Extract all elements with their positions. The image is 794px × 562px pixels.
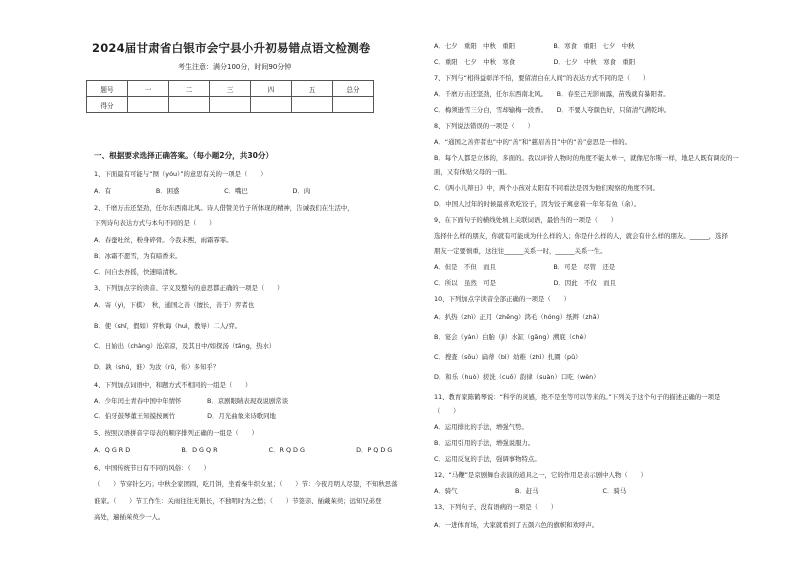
- answer-option: A．寄（yì，下棋） 秋，通国之善（擅长，善于）弈者也: [94, 301, 255, 309]
- answer-option: 面，又有体贴父母的一面。: [434, 168, 511, 176]
- question-text: 选择什么样的朋友，你就有可能成为什么样的人；你是什么样的人，就会有什么样的朋友。______，选择: [434, 232, 728, 240]
- answer-option: C．搜査（sōu）扁蒂（bì）幼稚（zhì）扎圈（pǔ）: [434, 353, 582, 361]
- question-text: 高处，遍插茱萸少一人。: [94, 513, 165, 521]
- question-text: 13、下列句子，没有语病的一项是（ ）: [434, 503, 558, 511]
- answer-options: C．梅须逊雪三分白，雪却输梅一段香。 D．不要人夸颜色好，只留清气满乾坤。: [434, 106, 671, 114]
- answer-option: D．孰（shú，谁）为汝（rǔ，你）多知乎？: [94, 363, 220, 371]
- score-table: [86, 80, 374, 113]
- answer-option: A．春蚕吐丝，粉身碎骨。今我未熙，雨霜霏霏。: [94, 236, 233, 244]
- score-input-cell[interactable]: [169, 97, 210, 113]
- score-cell: 一: [128, 81, 169, 97]
- score-cell: 四: [251, 81, 292, 97]
- answer-options: A．七夕 重阳 中秋 重阳 B．寒食 重阳 七夕 中秋: [434, 42, 635, 50]
- answer-options: A．有 B．困惑 C．嘴巴 D．肉: [94, 187, 311, 195]
- section-heading: 一、根据要求选择正确答案。（每小题2分，共30分）: [94, 151, 274, 160]
- answer-option: A．“通国之善弈者也”中的“善”和“慈眉善目”中的“善”意思是一样的。: [434, 138, 632, 146]
- question-text: （ ）: [434, 407, 460, 415]
- answer-option: A．运用排比的手法，增强气势。: [434, 423, 528, 431]
- score-table-score-row: [87, 97, 374, 113]
- score-input-cell[interactable]: [292, 97, 333, 113]
- score-input-cell[interactable]: [210, 97, 251, 113]
- answer-option: C．《两小儿辩日》中，两个小孩对太阳有不同看法是因为他们观察的角度不同。: [434, 184, 659, 192]
- answer-options: C．重阳 七夕 中秋 寒食 D．七夕 中秋 寒食 重阳: [434, 58, 636, 66]
- page-title: 2024届甘肃省白银市会宁县小升初易错点语文检测卷: [92, 41, 371, 55]
- question-text: 6、中国传统节日有不同的风俗：（ ）: [94, 464, 210, 472]
- answer-option: C．运用反复的手法，强调事物特点。: [434, 455, 541, 463]
- question-text: 3、下列加点字的读音、字义及整句的意思都正确的一项是（ ）: [94, 284, 284, 292]
- answer-options: A．Q G R D B．D G Q R C．R Q D G D．P Q D G: [94, 446, 393, 454]
- answer-option: A．扒热（zhì）正月（zhēng）鸿毛（hóng）纸辫（zhā）: [434, 313, 604, 321]
- answer-option: B．使（shǐ，假如）弈秋诲（huì，教导）二人/弈。: [94, 322, 241, 330]
- question-text: 10、下列加点字读音全部正确的一项是（ ）: [434, 295, 570, 303]
- score-cell: 得分: [87, 97, 128, 113]
- question-text: 谁家。（ ）节工作生：关雨往往无限长，不独明时为之愁；（ ）节签亲、插戴茱萸；远知兄弟登: [94, 497, 382, 505]
- question-text: 下列诗句表达方式与本句不同的是（ ）: [94, 219, 216, 227]
- exam-note: 考生注意：满分100分，时间90分钟: [178, 63, 292, 71]
- answer-options: C．伯牙鼓琴董王知摸按画竹 D．月光曲象来诗歌同地: [94, 412, 276, 420]
- question-text: 7、下列与“相得益彰洋不怕，要留清白在人间”的表达方式不同的是（ ）: [434, 74, 650, 82]
- answer-option: C．日始出（chàng）沧凉凉，及其日中/如探汤（tāng，热水）: [94, 342, 276, 350]
- score-input-cell[interactable]: [128, 97, 169, 113]
- score-cell: 三: [210, 81, 251, 97]
- answer-option: B．运用引用的手法，增强说服力。: [434, 439, 535, 447]
- question-text: 9、在下面句子的横线处填上关联词语，最恰当的一项是（ ）: [434, 216, 618, 224]
- question-text: 8、下列说法错误的一项是（ ）: [434, 122, 534, 130]
- answer-options: A．但是 不但 而且 B．可是 尽管 还是: [434, 263, 616, 271]
- answer-options: A．骑气 B．赶马 C．骑马: [434, 487, 627, 495]
- answer-option: C．问自去吾摇，快速暗清秋。: [94, 268, 182, 276]
- question-text: 4、下列加点词语中，和题方式不相同的一组是（ ）: [94, 381, 252, 389]
- score-cell: 二: [169, 81, 210, 97]
- question-text: 2、千磨万击还坚劲，任尔东西南北风。诗人借赞美竹子所体现的精神，告诫我们在生活中，: [94, 204, 354, 212]
- answer-option: D．和乐（huò）搓洗（cuō）韵律（suàn）口吃（wèn）: [434, 373, 600, 381]
- score-input-cell[interactable]: [333, 97, 374, 113]
- answer-option: D．中国人过年的时候最喜欢吃饺子，因为饺子寓意着一年年有鱼（余）。: [434, 200, 641, 208]
- question-text: （ ）节穿针乞巧；中秋全家团圆，吃月饼，坐看秦牛织女星；（ ）节：今夜月明人尽望，不知秋思落: [94, 480, 398, 488]
- answer-option: B．每个人都是立体的，多面的。我以评价人物时的角度不能太单一，就像尼尔斯一样，地是人既有调皮的一: [434, 154, 739, 162]
- question-text: 5、按照汉语拼音字母表的顺序排列正确的一组是（ ）: [94, 429, 258, 437]
- score-table-header-row: [87, 81, 374, 97]
- question-text: 12、“马鞭”是京剧舞台表演的道具之一，它的作用是表示剧中人物（ ）: [434, 471, 647, 479]
- right-column: [430, 0, 794, 562]
- answer-options: A．千磨万击还坚劲，任尔东西南北风。 B．春至己无影雨露，苗残就有暴阳者。: [434, 90, 670, 98]
- score-cell: 题号: [87, 81, 128, 97]
- score-cell: 总分: [333, 81, 374, 97]
- answer-option: B．冰霜不愿雪，为有暗香来。: [94, 252, 182, 260]
- question-text: 朋友一定要慎重，这往往______关系一时，______关系一生。: [434, 247, 607, 255]
- question-text: 11、教育家陈鹤琴说：“科学的灵感，绝不是坐等可以等来的。”下列关于这个句子的描述正确的一项是: [434, 393, 721, 401]
- score-input-cell[interactable]: [251, 97, 292, 113]
- answer-options: A．少年闰土青春中国中年情怀 B．京剧眼睛表现戏说剧常谈: [94, 397, 289, 405]
- answer-option: B．宴会（yàn）白胎（jì）水缸（gāng）溯底（chè）: [434, 333, 590, 341]
- question-text: 1、下面最有可能与“囫（yóu）”的意思有关的一项是（ ）: [94, 170, 267, 178]
- answer-option: A．一进体育场，大家就看到了五颜六色的旗帜和欢呼声。: [434, 521, 599, 529]
- answer-options: C．所以 虽然 可是 D．因此 不仅 而且: [434, 279, 616, 287]
- score-cell: 五: [292, 81, 333, 97]
